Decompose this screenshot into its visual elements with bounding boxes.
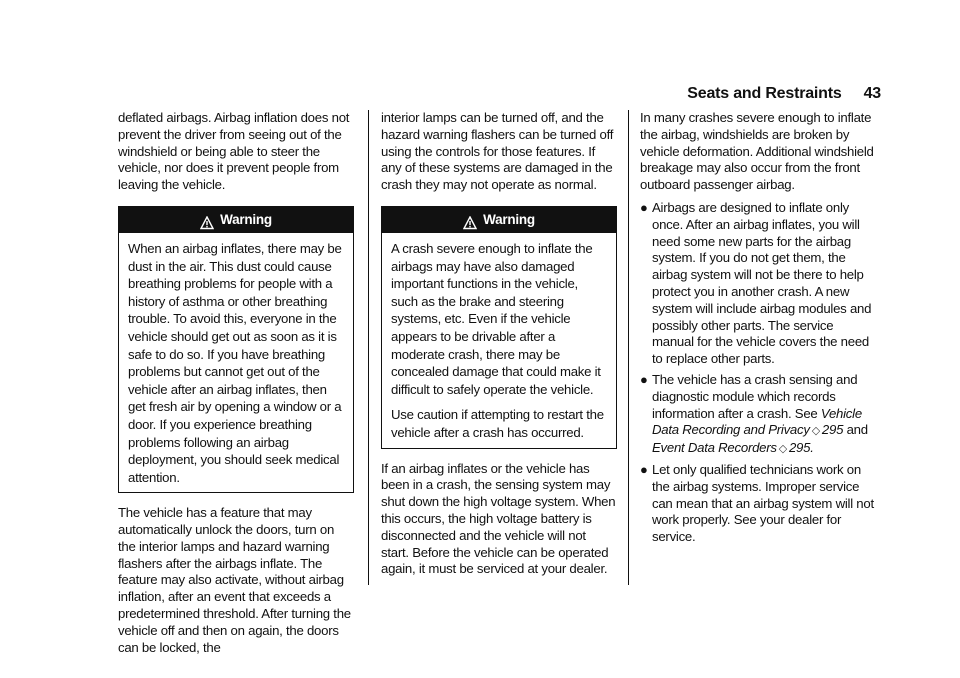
warning-text: Use caution if attempting to restart the vehicle after a crash has occurred. bbox=[391, 407, 604, 440]
list-item bbox=[640, 200, 876, 368]
warning-text: When an airbag inflates, there may be dust in the air. This dust could cause breathing problems for people with a history of asthma or other breathing trouble. To avoid this, everyone in the vehicle should get out as soon as it is safe to do so. If you have breathing problems but cannot get out of the vehicle after an airbag inflates, then get fresh air by opening a window or a door. If you experience breathing problems following an airbag deployment, you should seek medical attention. bbox=[128, 240, 342, 485]
list-item bbox=[640, 462, 876, 546]
paragraph: If an airbag inflates or the vehicle has been in a crash, the sensing system may shut down the high voltage system. When this occurs, the high voltage battery is disconnected and the vehicle will not start. Before the vehicle can be operated again, it must be serviced at your dealer. bbox=[381, 460, 616, 577]
column-divider bbox=[368, 110, 369, 585]
column-divider bbox=[628, 110, 629, 585]
column-2 bbox=[381, 110, 617, 590]
bullet-icon: ● bbox=[640, 461, 648, 477]
section-title: Seats and Restraints bbox=[687, 85, 842, 102]
cross-reference-link[interactable]: Vehicle Data Recording and Privacy bbox=[652, 405, 862, 438]
page-reference-icon: ◇ bbox=[811, 425, 820, 438]
paragraph: In many crashes severe enough to inflate the airbag, windshields are broken by vehicle deformation. Additional windshield breakage may also occur from the front outboard passenger airbag. bbox=[640, 110, 874, 193]
list-item-text: and bbox=[843, 422, 868, 438]
page-header bbox=[687, 85, 881, 103]
list-item bbox=[640, 372, 876, 458]
warning-header bbox=[119, 207, 353, 233]
warning-triangle-icon bbox=[463, 213, 477, 227]
page-number: 43 bbox=[863, 85, 881, 102]
paragraph: interior lamps can be turned off, and the hazard warning flashers can be turned off using the controls for those features. If any of these systems are damaged in the crash they may not operate as normal. bbox=[381, 110, 614, 193]
bullet-icon: ● bbox=[640, 371, 648, 387]
list-item-text: Let only qualified technicians work on the airbag systems. Improper service can mean that an airbag system will not work properly. See your dealer for service. bbox=[652, 461, 874, 545]
warning-body bbox=[382, 233, 616, 448]
paragraph: The vehicle has a feature that may automatically unlock the doors, turn on the interior lamps and hazard warning flashers after the airbags inflate. The feature may also activate, without airbag inflation, after an event that exceeds a predetermined threshold. After turning the vehicle off and then on again, the doors can be locked, the bbox=[118, 505, 351, 655]
warning-box bbox=[381, 206, 617, 449]
column-3 bbox=[640, 110, 876, 550]
warning-body bbox=[119, 233, 353, 492]
warning-triangle-icon bbox=[200, 213, 214, 227]
paragraph: deflated airbags. Airbag inflation does not prevent the driver from seeing out of the windshield or being able to steer the vehicle, nor does it prevent people from leaving the vehicle. bbox=[118, 110, 350, 193]
warning-box bbox=[118, 206, 354, 493]
bullet-list bbox=[640, 200, 876, 546]
warning-title: Warning bbox=[483, 211, 535, 227]
warning-text: A crash severe enough to inflate the airbags may have also damaged important functions in the vehicle, such as the brake and steering systems, etc. Even if the vehicle appears to be drivable after a moderate crash, there may be concealed damage that could make it difficult to safely operate the vehicle. bbox=[391, 240, 601, 397]
column-1 bbox=[118, 110, 354, 668]
warning-header bbox=[382, 207, 616, 233]
page-reference[interactable]: 295 bbox=[821, 422, 844, 438]
cross-reference-link[interactable]: Event Data Recorders bbox=[652, 440, 777, 456]
list-item-text: Airbags are designed to inflate only once. After an airbag inflates, you will need some new parts for the airbag system. If you do not get them, the airbag system will not be there to help protect you in another crash. A new system will include airbag modules and possibly other parts. The service manual for the vehicle covers the need to replace other parts. bbox=[652, 199, 872, 367]
page-reference[interactable]: 295. bbox=[788, 440, 814, 456]
list-item-text: The vehicle has a crash sensing and diagnostic module which records information after a crash. See bbox=[652, 371, 858, 421]
bullet-icon: ● bbox=[640, 199, 648, 215]
page-reference-icon: ◇ bbox=[778, 443, 787, 456]
warning-title: Warning bbox=[220, 211, 272, 227]
